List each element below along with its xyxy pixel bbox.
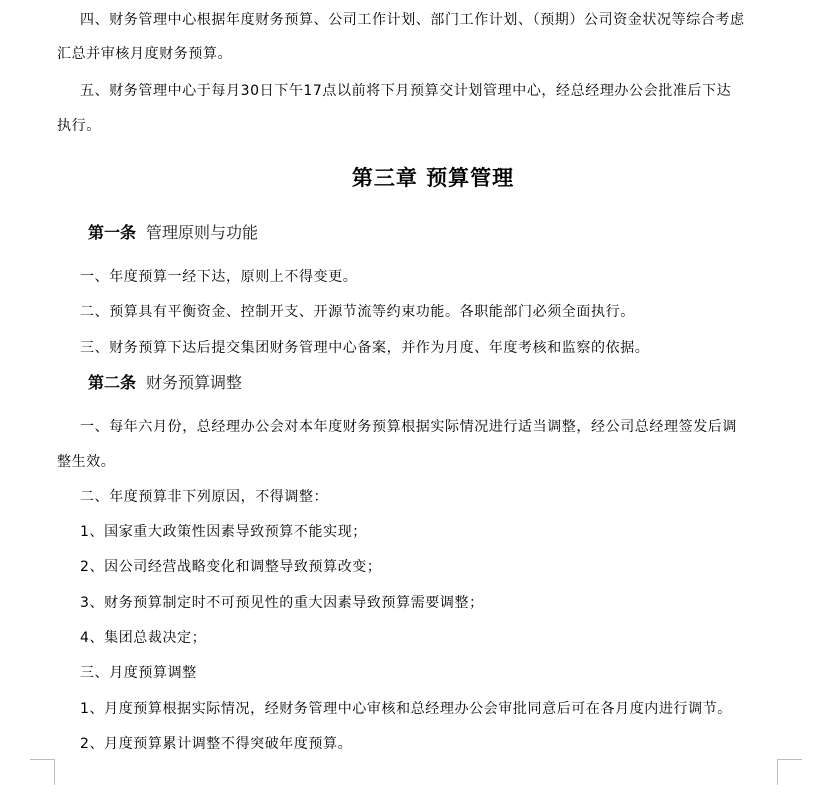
article-heading	[88, 372, 242, 394]
paragraph-line: 三、月度预算调整	[80, 665, 197, 681]
paragraph-line: 二、年度预算非下列原因，不得调整：	[80, 489, 329, 505]
list-item: 三、财务预算下达后提交集团财务管理中心备案，并作为月度、年度考核和监察的依据。	[80, 340, 650, 356]
list-item: 3、财务预算制定时不可预见性的重大因素导致预算需要调整；	[80, 595, 484, 611]
list-item: 一、年度预算一经下达，原则上不得变更。	[80, 269, 358, 285]
list-item: 2、因公司经营战略变化和调整导致预算改变；	[80, 559, 382, 575]
article-number: 第一条	[88, 223, 137, 242]
list-item: 1、国家重大政策性因素导致预算不能实现；	[80, 524, 367, 540]
list-item: 4、集团总裁决定；	[80, 630, 207, 646]
paragraph-line: 整生效。	[57, 454, 116, 470]
page-corner-mark	[778, 759, 802, 760]
page-corner-mark	[30, 759, 54, 760]
article-heading	[88, 222, 258, 244]
paragraph-line: 一、每年六月份，总经理办公会对本年度财务预算根据实际情况进行适当调整，经公司总经理签发后调	[80, 419, 737, 435]
page-corner-mark	[54, 759, 55, 785]
paragraph-line: 汇总并审核月度财务预算。	[57, 46, 233, 62]
paragraph-line: 五、财务管理中心于每月30日下午17点以前将下月预算交计划管理中心，经总经理办公会批准后下达	[80, 83, 732, 99]
article-number: 第二条	[88, 373, 137, 392]
paragraph-line: 执行。	[57, 118, 101, 134]
list-item: 2、月度预算累计调整不得突破年度预算。	[80, 736, 353, 752]
paragraph-line: 四、财务管理中心根据年度财务预算、公司工作计划、部门工作计划、（预期）公司资金状况等综合考虑	[80, 12, 745, 28]
article-title: 管理原则与功能	[146, 223, 259, 242]
list-item: 1、月度预算根据实际情况，经财务管理中心审核和总经理办公会审批同意后可在各月度内进行调节。	[80, 701, 732, 717]
page-corner-mark	[777, 759, 778, 785]
chapter-title: 第三章 预算管理	[351, 165, 515, 190]
article-title: 财务预算调整	[146, 373, 243, 392]
list-item: 二、预算具有平衡资金、控制开支、开源节流等约束功能。各职能部门必须全面执行。	[80, 304, 635, 320]
